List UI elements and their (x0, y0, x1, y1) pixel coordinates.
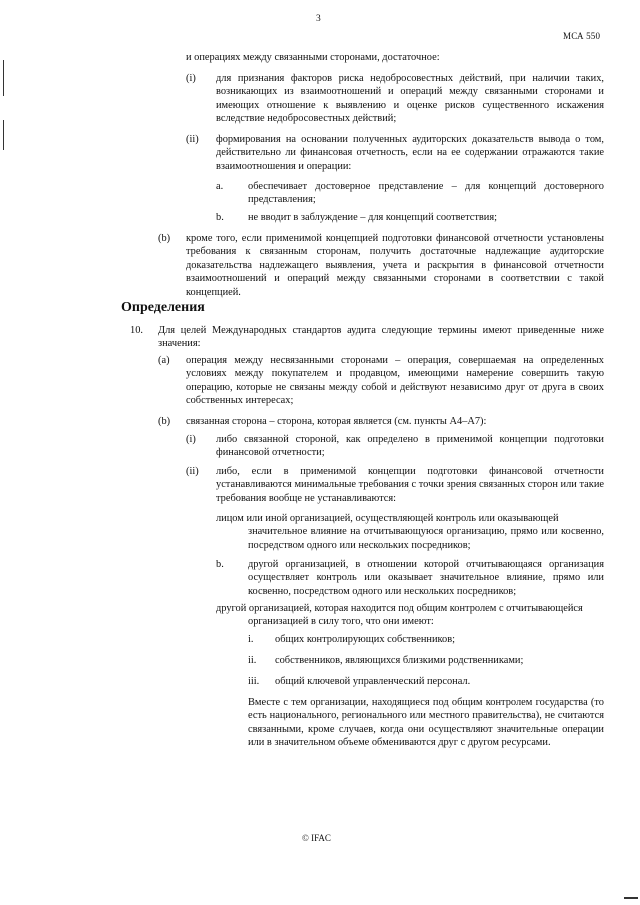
page-number: 3 (316, 14, 321, 24)
sub-def-a-first-line: лицом или иной организацией, осуществляющей контроль или оказывающей (216, 513, 559, 524)
intro-line: и операциях между связанными сторонами, достаточное: (186, 52, 440, 63)
list-label-ii: (ii) (186, 134, 199, 145)
sub-def-c-first-line: другой организацией, которая находится под общим контролем с отчитывающейся (216, 603, 583, 614)
def-label-a: (a) (158, 355, 170, 366)
definition-b: связанная сторона – сторона, которая является (см. пункты A4–A7): (186, 416, 487, 427)
scan-mark-left (3, 60, 4, 96)
paragraph-number: 10. (130, 325, 143, 336)
sub-def-label-b: b. (216, 559, 224, 570)
sub-label-b: b. (216, 212, 224, 223)
list-label-b: (b) (158, 233, 171, 244)
roman-label-ii: ii. (248, 655, 257, 666)
paragraph-10: Для целей Международных стандартов аудита следующие термины имеют приведенные ниже значения: (158, 325, 604, 350)
scan-mark-corner (624, 897, 638, 899)
definition-b-i: либо связанной стороной, как определено в применимой концепции подготовки финансовой отчетности; (216, 434, 604, 459)
list-label-i: (i) (186, 73, 196, 84)
scan-mark-left-2 (3, 120, 4, 150)
roman-item-ii: собственников, являющихся близкими родственниками; (275, 655, 524, 666)
def-b-label-ii: (ii) (186, 466, 199, 477)
list-item-ii: формирования на основании полученных аудиторских доказательств вывода о том, действительно ли финансовая отчетность, если на ее содержании отражаются такие взаимоотношения и операции: (216, 134, 604, 172)
roman-item-i: общих контролирующих собственников; (275, 634, 456, 645)
sub-def-b: другой организацией, в отношении которой отчитывающаяся организация осуществляет контроль или оказывает значительное влияние, прямо или косвенно, посредством одного или нескольких посредников; (248, 559, 604, 597)
list-item-i: для признания факторов риска недобросовестных действий, при наличии таких, возникающих из взаимоотношений и операций между связанными сторонами и имеющих отношение к выявлению и оценке рисков существенного искажения вследствие недобросовестных действий; (216, 73, 604, 125)
document-code: МСА 550 (563, 31, 601, 41)
roman-label-iii: iii. (248, 676, 260, 687)
roman-label-i: i. (248, 634, 254, 645)
footer-copyright: © IFAC (302, 833, 331, 843)
list-item-b: кроме того, если применимой концепцией подготовки финансовой отчетности установлены требования к связанным сторонам, получить достаточные надлежащие аудиторские доказательства надлежащего выявления, учета и раскрытия в финансовой отчетности взаимоотношений и операций между связанными сторонами в соответствии с такой концепцией. (186, 233, 604, 298)
definition-a: операция между несвязанными сторонами – операция, совершаемая на определенных условиях между покупателем и продавцом, имеющими намерение совершить такую операцию, которые не связаны между собой и действуют независимо друг от друга в своих собственных интересах; (186, 355, 604, 407)
def-label-b: (b) (158, 416, 171, 427)
definition-b-ii: либо, если в применимой концепции подготовки финансовой отчетности устанавливаются минимальные требования с точки зрения связанных сторон или такие требования вообще не устанавливаются: (216, 466, 604, 504)
section-title: Определения (121, 300, 205, 315)
sub-item-a: обеспечивает достоверное представление – для концепций достоверного представления; (248, 181, 604, 206)
closing-paragraph: Вместе с тем организации, находящиеся под общим контролем государства (то есть национального, регионального или местного правительства), не считаются связанными, кроме случаев, когда они осуществляют значительные операции или в значительном объеме обмениваются друг с другом ресурсами. (248, 697, 604, 749)
sub-def-a-rest: значительное влияние на отчитывающуюся организацию, прямо или косвенно, посредством одного или нескольких посредников; (248, 526, 604, 551)
sub-label-a: a. (216, 181, 224, 192)
def-b-label-i: (i) (186, 434, 196, 445)
sub-def-c-rest: организацией в силу того, что они имеют: (248, 616, 434, 628)
sub-item-b: не вводит в заблуждение – для концепций соответствия; (248, 212, 498, 223)
roman-item-iii: общий ключевой управленческий персонал. (275, 676, 471, 687)
